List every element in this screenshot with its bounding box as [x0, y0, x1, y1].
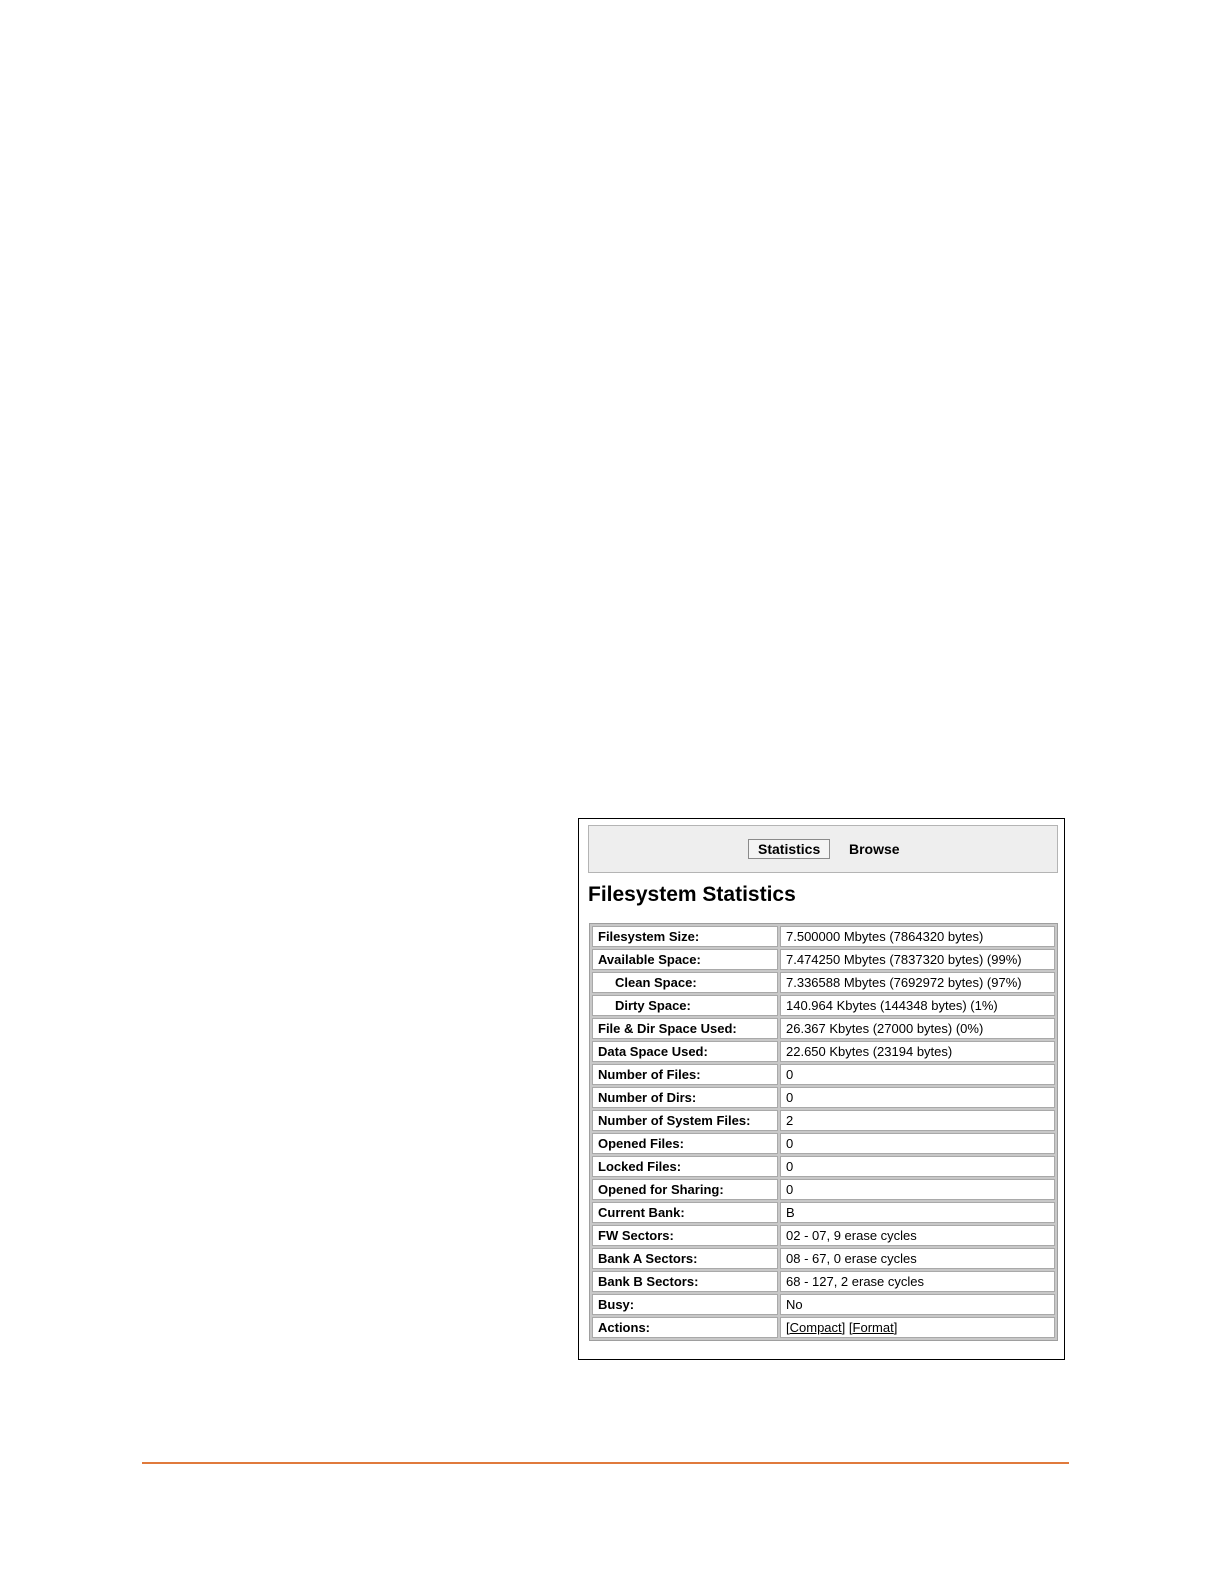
row-value: 140.964 Kbytes (144348 bytes) (1%): [780, 995, 1055, 1016]
table-row-data-space-used: [592, 1041, 1055, 1062]
table-row-bank-b-sectors: [592, 1271, 1055, 1292]
tab-bar: [588, 825, 1058, 873]
table-row-number-of-files: [592, 1064, 1055, 1085]
row-label: Opened for Sharing:: [592, 1179, 778, 1200]
row-value: 0: [780, 1156, 1055, 1177]
row-value: 08 - 67, 0 erase cycles: [780, 1248, 1055, 1269]
row-value: 7.474250 Mbytes (7837320 bytes) (99%): [780, 949, 1055, 970]
statistics-table: [589, 923, 1058, 1341]
row-label: Current Bank:: [592, 1202, 778, 1223]
row-value: 7.336588 Mbytes (7692972 bytes) (97%): [780, 972, 1055, 993]
row-label: File & Dir Space Used:: [592, 1018, 778, 1039]
row-label: Data Space Used:: [592, 1041, 778, 1062]
table-row-opened-files: [592, 1133, 1055, 1154]
row-value: B: [780, 1202, 1055, 1223]
actions-label: Actions:: [592, 1317, 778, 1338]
compact-link[interactable]: Compact: [789, 1320, 842, 1335]
row-value: 0: [780, 1087, 1055, 1108]
row-label: Bank B Sectors:: [592, 1271, 778, 1292]
table-row-fw-sectors: [592, 1225, 1055, 1246]
footer-rule: [142, 1462, 1069, 1464]
row-value: 2: [780, 1110, 1055, 1131]
bracket-open: [: [786, 1320, 790, 1335]
row-value: 0: [780, 1179, 1055, 1200]
screenshot-frame: [578, 818, 1065, 1360]
row-value: 7.500000 Mbytes (7864320 bytes): [780, 926, 1055, 947]
table-row-number-of-dirs: [592, 1087, 1055, 1108]
row-label: Clean Space:: [592, 972, 778, 993]
page-title: Filesystem Statistics: [588, 883, 796, 906]
table-row-filesystem-size: [592, 926, 1055, 947]
row-label: Opened Files:: [592, 1133, 778, 1154]
table-row-clean-space: [592, 972, 1055, 993]
row-label: Busy:: [592, 1294, 778, 1315]
row-label: FW Sectors:: [592, 1225, 778, 1246]
table-row-current-bank: [592, 1202, 1055, 1223]
row-label: Number of System Files:: [592, 1110, 778, 1131]
row-label: Available Space:: [592, 949, 778, 970]
row-label: Bank A Sectors:: [592, 1248, 778, 1269]
table-row-file-dir-space-used: [592, 1018, 1055, 1039]
actions-cell: [780, 1317, 1055, 1338]
table-row-actions: [592, 1317, 1055, 1338]
row-value: 26.367 Kbytes (27000 bytes) (0%): [780, 1018, 1055, 1039]
row-value: 68 - 127, 2 erase cycles: [780, 1271, 1055, 1292]
row-label: Locked Files:: [592, 1156, 778, 1177]
row-value: 0: [780, 1133, 1055, 1154]
table-row-busy: [592, 1294, 1055, 1315]
row-label: Number of Files:: [592, 1064, 778, 1085]
table-row-number-of-system-files: [592, 1110, 1055, 1131]
row-label: Number of Dirs:: [592, 1087, 778, 1108]
row-value: 22.650 Kbytes (23194 bytes): [780, 1041, 1055, 1062]
tab-statistics[interactable]: Statistics: [748, 839, 830, 859]
bracket-close: ]: [893, 1320, 898, 1335]
format-link[interactable]: Format: [852, 1320, 894, 1335]
row-value: 02 - 07, 9 erase cycles: [780, 1225, 1055, 1246]
table-row-available-space: [592, 949, 1055, 970]
table-row-opened-for-sharing: [592, 1179, 1055, 1200]
tab-browse[interactable]: Browse: [849, 841, 900, 857]
bracket-open: [: [848, 1320, 853, 1335]
row-label: Dirty Space:: [592, 995, 778, 1016]
table-row-bank-a-sectors: [592, 1248, 1055, 1269]
table-row-dirty-space: [592, 995, 1055, 1016]
bracket-close: ]: [841, 1320, 846, 1335]
row-label: Filesystem Size:: [592, 926, 778, 947]
row-value: 0: [780, 1064, 1055, 1085]
table-row-locked-files: [592, 1156, 1055, 1177]
row-value: No: [780, 1294, 1055, 1315]
